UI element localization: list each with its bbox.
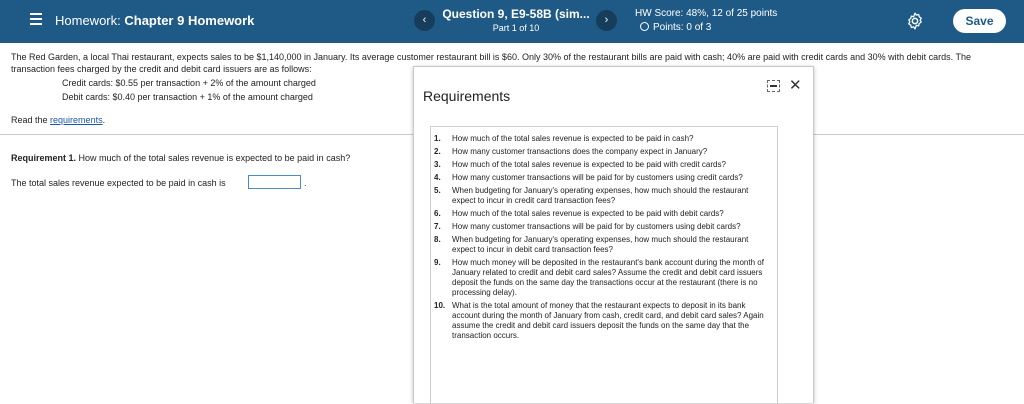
top-bar [0,0,1024,43]
requirement-text: How many customer transactions will be paid for by customers using debit cards? [452,222,741,231]
requirement-item [434,222,774,232]
requirement-item [434,173,774,183]
hamburger-menu-icon[interactable] [30,13,42,25]
question-part: Part 1 of 10 [492,23,540,33]
requirement-item [434,147,774,157]
requirement-text: When budgeting for January's operating expenses, how much should the restaurant expect to incur in credit card transaction fees? [452,186,749,205]
homework-prefix: Homework: [55,13,121,28]
requirement-text: How much money will be deposited in the restaurant's bank account during the month of January related to credit and debit card sales? Assume the credit and debit card issuers deposit the funds on the same day the transactions occur at the restaurant (there is no processing delay). [452,258,764,297]
requirement-text: How many customer transactions does the company expect in January? [452,147,708,156]
question-title[interactable]: Question 9, E9-58B (sim... [442,7,590,21]
answer-prompt: The total sales revenue expected to be paid in cash is [11,178,226,188]
homework-title [55,13,254,28]
requirement-number: 8. [434,235,441,244]
requirement-text: How much of the total sales revenue is expected to be paid with debit cards? [452,209,724,218]
requirement-number: 4. [434,173,441,182]
requirements-list-box [430,126,778,404]
save-button[interactable]: Save [953,9,1006,33]
requirements-modal [413,66,814,403]
requirement-item [434,134,774,144]
requirement-number: 5. [434,186,441,195]
hw-score: HW Score: 48%, 12 of 25 points [635,8,778,19]
next-question-button[interactable]: › [596,10,617,31]
modal-title: Requirements [423,88,511,104]
requirement-item [434,258,774,298]
requirement-1-label: Requirement 1. [11,153,77,163]
requirement-item [434,160,774,170]
requirement-1-text: How much of the total sales revenue is expected to be paid in cash? [78,153,351,163]
cash-revenue-input[interactable] [248,175,301,189]
points-circle-icon [640,22,649,31]
requirements-link[interactable]: requirements [50,115,103,125]
settings-gear-icon[interactable] [905,11,925,31]
points-label: Points: 0 of 3 [653,22,712,33]
answer-suffix: . [304,178,307,188]
minimize-icon[interactable] [767,80,780,92]
requirement-number: 3. [434,160,441,169]
credit-card-fee: Credit cards: $0.55 per transaction + 2% of the amount charged [62,78,316,88]
requirement-text: When budgeting for January's operating expenses, how much should the restaurant expect to incur in debit card transaction fees? [452,235,749,254]
requirement-1-question [11,153,350,163]
requirement-item [434,209,774,219]
requirement-number: 6. [434,209,441,218]
requirement-text: How many customer transactions will be paid for by customers using credit cards? [452,173,743,182]
homework-name: Chapter 9 Homework [124,13,255,28]
requirement-number: 7. [434,222,441,231]
read-suffix: . [102,115,106,125]
requirements-list [434,134,774,344]
close-icon[interactable]: ✕ [789,77,802,94]
requirement-text: How much of the total sales revenue is expected to be paid with credit cards? [452,160,726,169]
previous-question-button[interactable]: ‹ [414,10,435,31]
read-prefix: Read the [11,115,48,125]
requirement-number: 9. [434,258,441,267]
problem-text: The Red Garden, a local Thai restaurant, expects sales to be $1,140,000 in January. Its average customer restaurant bill is $60. Only 30% of the restaurant bills are paid with cash; 40% are paid with credit cards and 30% with debit cards. The transaction fees charged by the credit and debit card issuers are as follows: [11,52,972,74]
requirement-number: 10. [434,301,446,310]
requirement-item [434,301,774,341]
requirement-number: 1. [434,134,441,143]
requirement-text: How much of the total sales revenue is expected to be paid in cash? [452,134,694,143]
requirement-item [434,235,774,255]
debit-card-fee: Debit cards: $0.40 per transaction + 1% of the amount charged [62,92,313,102]
requirement-item [434,186,774,206]
requirement-number: 2. [434,147,441,156]
read-requirements-line [11,115,105,125]
requirement-text: What is the total amount of money that the restaurant expects to deposit in its bank account during the month of January from cash, credit card, and debit card sales? Again assume the credit and debit card issuers deposit the funds on the same day that the transaction occurs. [452,301,764,340]
points-status [640,22,711,33]
